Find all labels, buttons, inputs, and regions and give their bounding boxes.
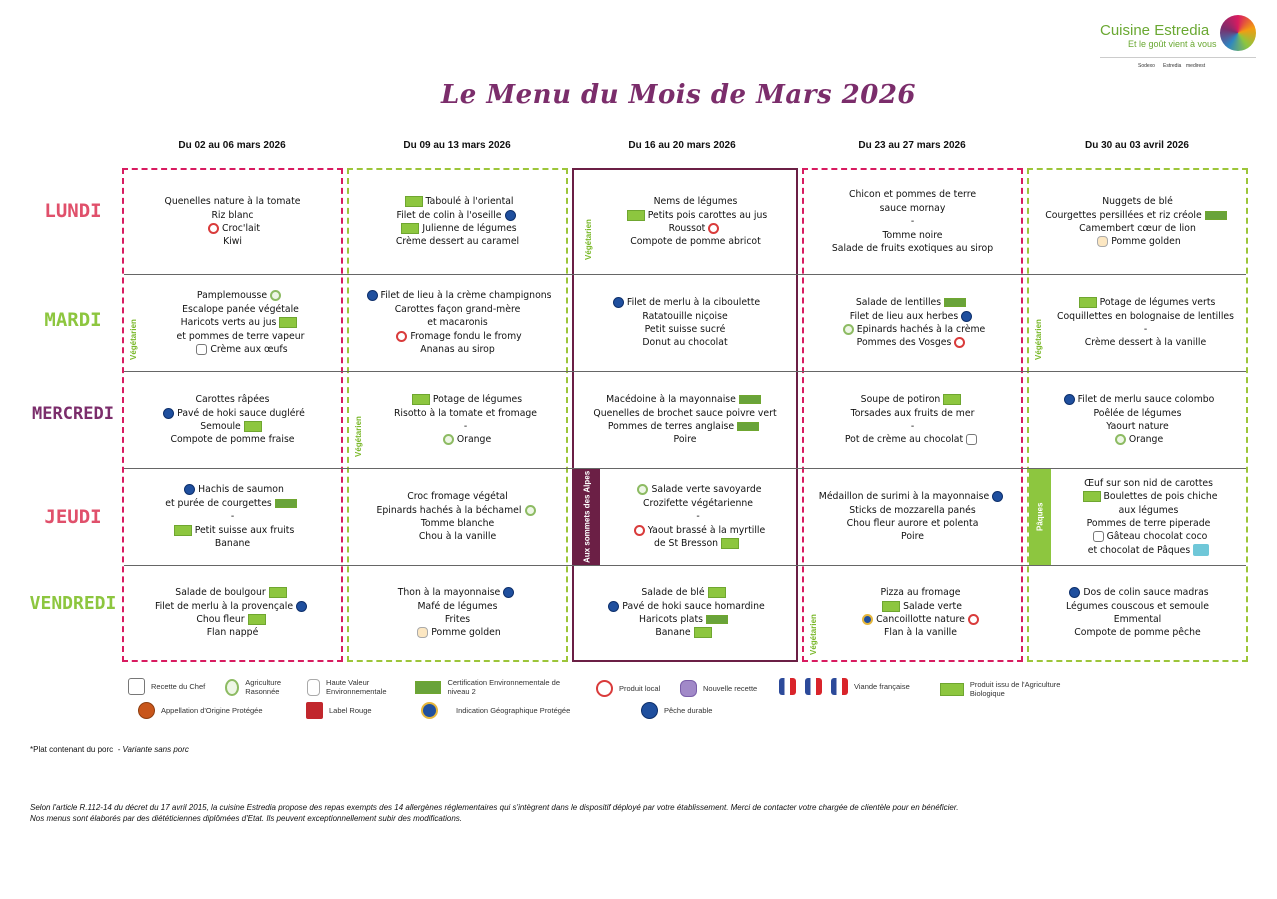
dish: Petits pois carottes au jus [647,209,768,221]
agriculture-raisonnee-icon [525,505,536,516]
menu-cell [574,372,796,468]
menu-cell [820,566,1021,660]
day-label-lundi: LUNDI [44,200,102,222]
produit-local-icon [708,223,719,234]
peche-durable-icon [613,297,624,308]
week-header: Du 23 au 27 mars 2026 [858,140,966,151]
dish: de St Bresson [653,538,719,550]
peche-durable-icon [367,290,378,301]
partner-logo: Estredia [1163,63,1182,69]
legend-item: Produit issu de l'Agriculture Biologique [937,680,1077,698]
day-label-jeudi: JEUDI [44,506,102,528]
menu-cell [1045,275,1246,371]
produit-local-icon [968,614,979,625]
viande-francaise-icon [779,678,796,695]
logo-divider [1100,57,1256,58]
dish: Salade de blé [641,587,705,599]
dish: Carottes façon grand-mère [394,303,521,315]
dish: Pavé de hoki sauce dugléré [177,407,305,419]
menu-cell [365,372,566,468]
dish: Riz blanc [211,209,254,221]
bio-icon [694,627,712,638]
produit-local-icon [954,337,965,348]
dish: Fromage fondu le fromy [410,330,522,342]
certification-niveau2-icon [275,499,297,508]
bio-icon [882,601,900,612]
viande-francaise-icon [831,678,848,695]
peche-durable-icon [1069,587,1080,598]
dish: Gâteau chocolat coco [1106,531,1208,543]
partner-logo: Sodexo [1138,63,1155,69]
dish: Hachis de saumon [198,484,284,496]
legend-item: Appellation d'Origine Protégée [135,702,295,719]
dish: Soupe de potiron [860,394,941,406]
dish: Compote de pomme fraise [170,434,295,446]
peche-durable-icon [296,601,307,612]
chef-hat-icon [966,434,977,445]
dish: sauce mornay [879,202,946,214]
legend-item: Produit local [593,680,673,697]
dish: Frites [444,614,471,625]
dish: Pommes des Vosges [856,337,952,349]
dish: Filet de lieu aux herbes [849,310,959,322]
dish: Yaout brassé à la myrtille [647,524,766,536]
dish: Thon à la mayonnaise [397,587,501,599]
dish: - [696,511,700,523]
dish: Donut au chocolat [642,337,728,349]
dish: Orange [1128,434,1164,446]
chef-hat-icon [196,344,207,355]
dish: Pommes de terres anglaise [607,421,735,432]
bio-icon [1083,491,1101,502]
dish: aux légumes [1118,504,1179,516]
dish: Yaourt nature [1106,421,1169,432]
menu-cell [574,566,796,660]
peche-durable-icon [961,311,972,322]
bio-icon [248,614,266,625]
chef-hat-icon [128,678,145,695]
dish: Pizza au fromage [880,587,961,599]
vegetarian-tag: Végétarien [129,319,138,360]
bio-icon [1079,297,1097,308]
dish: Filet de merlu à la ciboulette [626,297,761,309]
agriculture-raisonnee-icon [270,290,281,301]
dish: Flan nappé [206,627,259,639]
menu-cell [804,275,1021,371]
dish: Chou fleur aurore et polenta [846,518,979,529]
agriculture-raisonnee-icon [637,484,648,495]
pork-note: *Plat contenant du porc - Variante sans porc [30,745,189,754]
certification-niveau2-icon [415,681,441,694]
dish: Poêlée de légumes [1093,407,1182,419]
dish: Boulettes de pois chiche [1103,491,1218,503]
dish: Torsades aux fruits de mer [850,407,975,419]
agriculture-raisonnee-icon [1115,434,1126,445]
dish: Courgettes persillées et riz créole [1045,209,1202,221]
dish: Pomme golden [431,627,501,639]
peche-durable-icon [163,408,174,419]
bio-icon [405,196,423,207]
legend-item: Viande française [776,678,936,695]
day-label-mercredi: MERCREDI [32,404,114,424]
cake-icon [1193,544,1209,556]
dish: Haricots verts au jus [180,317,277,329]
menu-cell [804,170,1021,274]
peche-durable-icon [992,491,1003,502]
menu-cell [349,566,566,660]
dish: Pot de crème au chocolat [844,434,964,446]
dish: et macaronis [427,317,488,329]
peche-durable-icon [1064,394,1075,405]
bio-icon [721,538,739,549]
bio-icon [401,223,419,234]
legend-item: Agriculture Rasonnée [222,678,302,696]
dish: Risotto à la tomate et fromage [393,407,538,419]
footer-text [30,802,1260,824]
dish: Tomme noire [882,229,943,241]
dish: Filet de lieu à la crème champignons [380,290,552,302]
menu-cell [595,170,796,274]
dish: Petit suisse sucré [644,324,726,335]
menu-cell [349,469,566,565]
legend-item: Certification Environnementale de niveau 2 [412,678,582,696]
dish: Chou à la vanille [418,531,497,543]
dish: Epinards hachés à la crème [856,324,986,335]
dish: et pommes de terre vapeur [176,330,305,342]
allergen-note: Selon l'article R.112-14 du décret du 17 avril 2015, la cuisine Estredia propose des repas exempts des 14 allergènes réglementaires qui s'intègrent dans le dispositif déployé par votre établissement. Merci de contacter votre chargée de clientèle pour en bénéficier. [30,803,959,812]
dish: Taboulé à l'oriental [425,196,514,208]
dish: Quenelles nature à la tomate [164,196,301,208]
dish: Compote de pomme pêche [1074,627,1201,639]
produit-local-icon [634,525,645,536]
dish: Tomme blanche [420,518,495,529]
dish: Camembert cœur de lion [1079,223,1196,234]
menu-cell [124,566,341,660]
menu-cell [1051,469,1246,565]
dish: - [910,421,915,432]
dish: Filet de merlu à la provençale [154,600,294,612]
menu-cell [574,275,796,371]
legend-item: Indication Géographique Protégée [418,702,618,719]
peche-durable-icon [608,601,619,612]
dish: Escalope panée végétale [182,303,299,315]
dish: Salade verte [903,600,962,612]
dish: Crème dessert au caramel [395,236,520,248]
dish: Macédoine à la mayonnaise [606,394,736,406]
dish: Ratatouille niçoise [642,310,728,322]
bio-icon [412,394,430,405]
dish: Roussot [668,223,706,234]
produit-local-icon [596,680,613,697]
dish: Potage de légumes [432,394,523,406]
certification-niveau2-icon [944,298,966,307]
dish: Orange [456,434,492,446]
bio-icon [174,525,192,536]
logo-name: Cuisine Estredia [1100,22,1210,39]
dish: Crème dessert à la vanille [1084,337,1207,349]
dish: Potage de légumes verts [1099,297,1216,309]
vegetarian-tag: Végétarien [354,416,363,457]
dietitian-note: Nos menus sont élaborés par des diététiciennes diplômées d'Etat. Ils peuvent exceptionnellement subir des modifications. [30,814,462,823]
logo-flower-icon [1220,15,1256,51]
certification-niveau2-icon [706,615,728,624]
bio-icon [708,587,726,598]
week-header: Du 16 au 20 mars 2026 [628,140,736,151]
dish: Compote de pomme abricot [630,236,761,248]
dish: Pommes de terre piperade [1086,518,1211,529]
vegetarian-tag: Végétarien [809,614,818,655]
menu-cell [1029,566,1246,660]
menu-cell [349,170,566,274]
dish: - [1143,324,1148,335]
peche-durable-icon [503,587,514,598]
dish: Pomme golden [1111,236,1181,248]
certification-niveau2-icon [739,395,761,404]
hve-icon [1097,236,1108,247]
dish: Nuggets de blé [1102,196,1173,208]
agriculture-raisonnee-icon [443,434,454,445]
page-title: Le Menu du Mois de Mars 2026 [440,80,917,110]
dish: Chicon et pommes de terre [848,189,977,201]
dish: - [910,216,915,228]
dish: Emmental [1113,614,1162,625]
day-label-mardi: MARDI [44,309,102,331]
week-header: Du 30 au 03 avril 2026 [1085,140,1189,151]
dish: Crème aux œufs [210,344,288,356]
menu-cell [804,469,1021,565]
dish: Filet de colin à l'oseille [396,209,502,221]
dish: Pamplemousse [196,290,268,302]
dish: Salade verte savoyarde [651,484,762,496]
certification-niveau2-icon [737,422,759,431]
menu-cell [804,372,1021,468]
agriculture-raisonnee-icon [843,324,854,335]
dish: Poire [901,531,924,543]
vegetarian-tag: Végétarien [584,219,593,260]
dish: Banane [214,538,251,550]
bio-icon [269,587,287,598]
dish: Semoule [200,421,241,432]
dish: Croc'lait [222,223,260,234]
logo-tagline: Et le goût vient à vous [1128,39,1217,49]
aop-icon [138,702,155,719]
week-header: Du 02 au 06 mars 2026 [178,140,286,151]
dish: Quenelles de brochet sauce poivre vert [593,407,777,419]
bio-icon [940,683,964,696]
produit-local-icon [208,223,219,234]
dish: Pavé de hoki sauce homardine [622,600,765,612]
bio-icon [244,421,262,432]
bio-icon [279,317,297,328]
produit-local-icon [396,331,407,342]
dish: Petit suisse aux fruits [194,524,295,536]
dish: Nems de légumes [653,196,738,208]
hve-icon [307,679,320,696]
dish: Ananas au sirop [420,344,495,356]
dish: Carottes râpées [195,394,270,406]
dish: Médaillon de surimi à la mayonnaise [818,491,990,503]
dish: Croc fromage végétal [407,491,508,503]
dish: Mafé de légumes [417,600,498,612]
legend-item: Recette du Chef [125,678,225,695]
dish: et chocolat de Pâques [1087,544,1191,556]
partner-logo: medirest [1186,63,1206,69]
day-label-vendredi: VENDREDI [29,593,117,614]
hve-icon [417,627,428,638]
dish: Légumes couscous et semoule [1066,600,1209,612]
dish: Salade de boulgour [175,587,266,599]
dish: Coquillettes en bolognaise de lentilles [1057,310,1234,322]
certification-niveau2-icon [1205,211,1227,220]
peche-durable-icon [184,484,195,495]
menu-cell [1029,170,1246,274]
dish: Chou fleur [196,614,245,625]
dish: Œuf sur son nid de carottes [1084,477,1213,489]
week-header: Du 09 au 13 mars 2026 [403,140,511,151]
dish: Salade de fruits exotiques au sirop [831,243,994,255]
viande-francaise-icon [805,678,822,695]
dish: Salade de lentilles [855,297,942,309]
menu-cell [124,170,341,274]
nouvelle-recette-icon [680,680,697,697]
chef-hat-icon [1093,531,1104,542]
special-theme-badge: Pâques [1029,469,1051,565]
dish: Crozifette végétarienne [642,497,754,509]
menu-cell [124,372,341,468]
label-rouge-icon [306,702,323,719]
menu-cell [349,275,566,371]
menu-cell [140,275,341,371]
special-theme-badge: Aux sommets des Alpes [574,469,600,565]
dish: Cancoillotte nature [876,614,965,625]
legend-item: Haute Valeur Environnementale [304,678,404,696]
bio-icon [627,210,645,221]
dish: Kiwi [223,236,242,248]
menu-cell [600,469,796,565]
legend-item: Pêche durable [638,702,758,719]
dish: Banane [655,627,691,639]
bio-icon [943,394,961,405]
legend-item: Label Rouge [303,702,403,719]
dish: - [463,421,468,432]
dish: Flan à la vanille [884,627,957,639]
dish: Julienne de légumes [422,223,517,234]
dish: Filet de merlu sauce colombo [1077,394,1215,406]
dish: Sticks de mozzarella panés [849,504,976,516]
dish: Haricots plats [638,614,703,625]
igp-icon [862,614,873,625]
dish: Epinards hachés à la béchamel [376,504,522,516]
peche-durable-icon [505,210,516,221]
igp-icon [421,702,438,719]
dish: Poire [673,434,697,446]
menu-cell [124,469,341,565]
peche-durable-icon [641,702,658,719]
dish: - [230,511,235,523]
dish: Dos de colin sauce madras [1083,587,1209,599]
legend-item: Nouvelle recette [677,680,777,697]
menu-cell [1029,372,1246,468]
dish: et purée de courgettes [165,497,272,509]
vegetarian-tag: Végétarien [1034,319,1043,360]
agriculture-raisonnee-icon [225,679,239,696]
